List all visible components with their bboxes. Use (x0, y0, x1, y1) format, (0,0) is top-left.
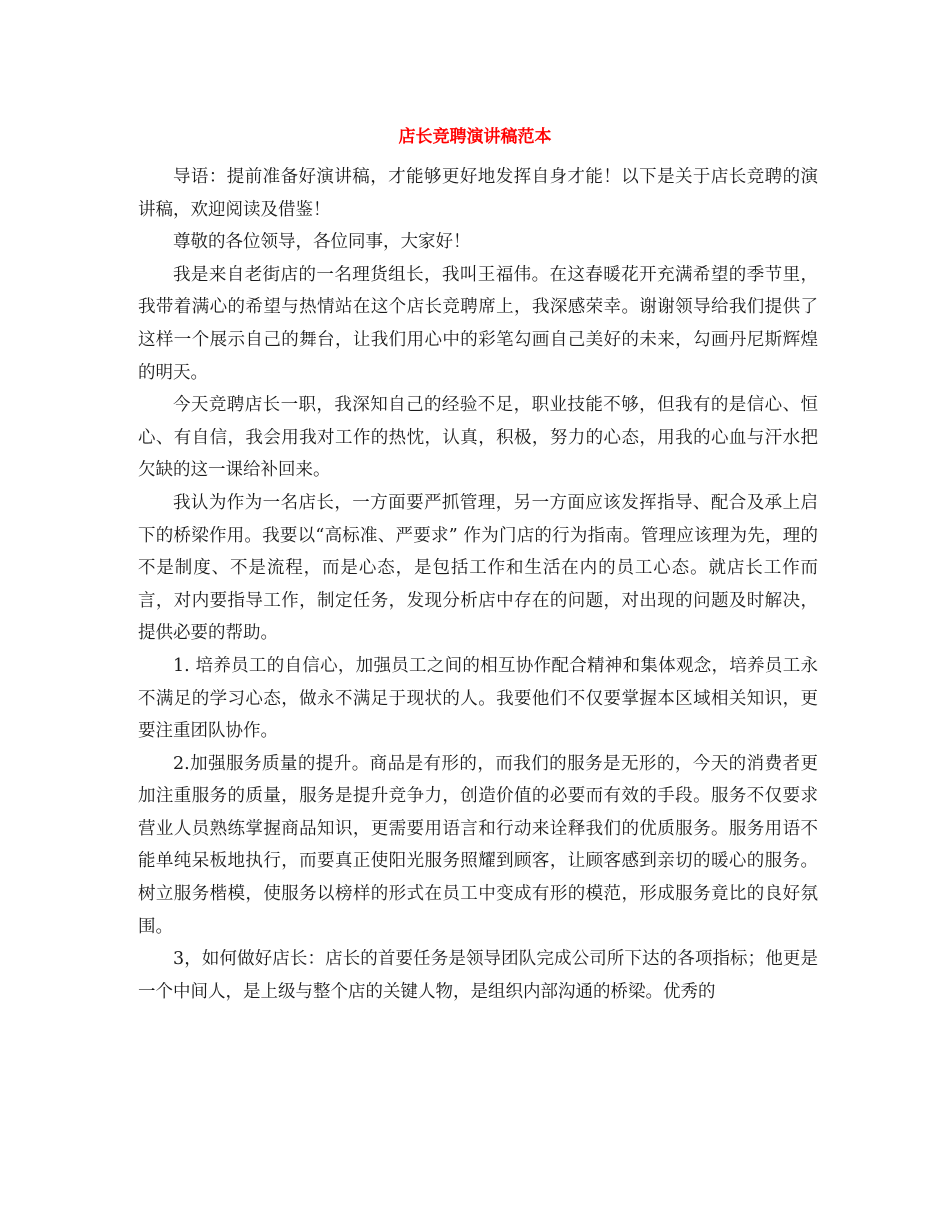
paragraph-point-1: 1. 培养员工的自信心，加强员工之间的相互协作配合精神和集体观念，培养员工永不满足的学习心态，做永不满足于现状的人。我要他们不仅要掌握本区域相关知识，更要注重团队协作。 (138, 655, 818, 742)
document-body (138, 161, 818, 1008)
paragraph-point-2: 2.加强服务质量的提升。商品是有形的，而我们的服务是无形的，今天的消费者更加注重服务的质量，服务是提升竞争力，创造价值的必要而有效的手段。服务不仅要求营业人员熟练掌握商品知识，更需要用语言和行动来诠释我们的优质服务。服务用语不能单纯呆板地执行，而要真正使阳光服务照耀到顾客，让顾客感到亲切的暖心的服务。树立服务楷模，使服务以榜样的形式在员工中变成有形的模范，形成服务竟比的良好氛围。 (138, 753, 818, 937)
paragraph-greeting: 尊敬的各位领导，各位同事，大家好！ (173, 232, 471, 253)
paragraph-management-view: 我认为作为一名店长，一方面要严抓管理，另一方面应该发挥指导、配合及承上启下的桥梁作用。我要以“高标准、严要求” 作为门店的行为指南。管理应该理为先，理的不是制度、不是流程，而是心态，是包括工作和生活在内的员工心态。就店长工作而言，对内要指导工作，制定任务，发现分析店中存在的问题，对出现的问题及时解决，提供必要的帮助。 (138, 492, 818, 644)
paragraph-intro: 导语：提前准备好演讲稿，才能够更好地发挥自身才能！以下是关于店长竞聘的演讲稿，欢迎阅读及借鉴！ (138, 167, 818, 220)
document-title: 店长竞聘演讲稿范本 (398, 127, 552, 147)
paragraph-self-introduction: 我是来自老街店的一名理货组长，我叫王福伟。在这春暖花开充满希望的季节里，我带着满心的希望与热情站在这个店长竞聘席上，我深感荣幸。谢谢领导给我们提供了这样一个展示自己的舞台，让我们用心中的彩笔勾画自己美好的未来，勾画丹尼斯辉煌的明天。 (138, 264, 818, 383)
paragraph-point-3: 3，如何做好店长：店长的首要任务是领导团队完成公司所下达的各项指标；他更是一个中间人，是上级与整个店的关键人物，是组织内部沟通的桥梁。优秀的 (138, 949, 818, 1002)
paragraph-commitment: 今天竞聘店长一职，我深知自己的经验不足，职业技能不够，但我有的是信心、恒心、有自信，我会用我对工作的热忱，认真，积极，努力的心态，用我的心血与汗水把欠缺的这一课给补回来。 (138, 395, 818, 481)
